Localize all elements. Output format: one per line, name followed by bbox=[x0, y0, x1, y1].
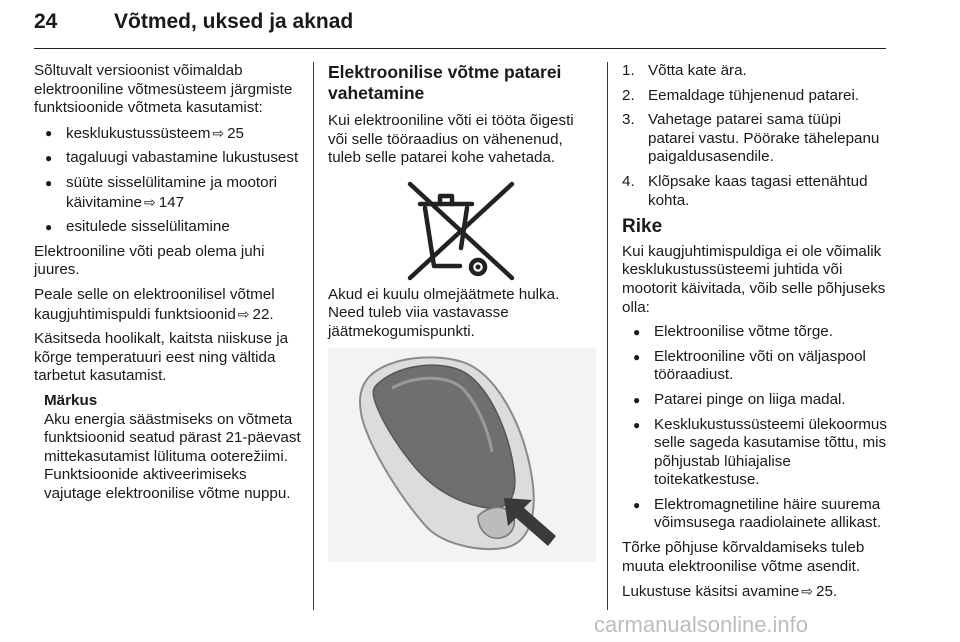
intro-paragraph: Sõltuvalt versioonist võimaldab elektrooniline võtmesüsteem järgmiste funktsioonide võtmeta kasutamist: bbox=[34, 62, 293, 117]
column-divider bbox=[607, 62, 608, 610]
column-divider bbox=[313, 62, 314, 610]
note-text: Aku energia säästmiseks on võtmeta funktsioonid seatud pärast 21-päevast mittekasutamist lülituma ooterežiimi. Funktsioonide aktiveerimiseks vajutage elektroonilise võtme nuppu. bbox=[44, 410, 301, 502]
section-heading: Rike bbox=[622, 216, 663, 238]
list-item: ● süüte sisselülitamine ja mootori käivitamine ⇨ 147 bbox=[34, 174, 304, 212]
list-item: ● Elektroonilise võtme tõrge. bbox=[622, 323, 888, 342]
list-item: ● esitulede sisselülitamine bbox=[34, 218, 304, 237]
handling-paragraph: Käsitseda hoolikalt, kaitsta niiskuse ja kõrge temperatuuri eest ning vältida tarbetut kasutamist. bbox=[34, 330, 289, 385]
electronic-key-illustration bbox=[328, 348, 596, 562]
list-item: 2. Eemaldage tühjenenud patarei. bbox=[622, 86, 860, 104]
remote-functions-paragraph: Peale selle on elektroonilisel võtmel kaugjuhtimispuldi funktsioonid ⇨ 22. bbox=[34, 285, 275, 323]
page-reference[interactable]: 25 bbox=[227, 124, 244, 142]
cross-reference-icon: ⇨ bbox=[143, 193, 156, 210]
manual-unlock-paragraph: Lukustuse käsitsi avamine ⇨ 25. bbox=[622, 583, 838, 601]
crossed-out-bin-icon bbox=[328, 174, 596, 286]
page-reference[interactable]: 25. bbox=[816, 583, 838, 601]
list-item: ● tagaluugi vabastamine lukustusest bbox=[34, 149, 304, 168]
list-item: ● Elektrooniline võti on väljaspool tööraadiust. bbox=[622, 348, 888, 385]
list-item: ● kesklukustussüsteem ⇨ 25 bbox=[34, 124, 304, 144]
keyless-functions-list bbox=[34, 124, 304, 237]
battery-paragraph: Kui elektrooniline võti ei tööta õigesti või selle tööraadius on vähenenud, tuleb selle patarei kohe vahetada. bbox=[328, 112, 574, 167]
cross-reference-icon: ⇨ bbox=[801, 583, 814, 600]
list-item: 1. Võtta kate ära. bbox=[622, 62, 747, 79]
page-reference[interactable]: 22. bbox=[252, 305, 274, 323]
fault-paragraph: Kui kaugjuhtimispuldiga ei ole võimalik kesklukustussüsteemi juhtida või mootorit käivitada, võib selle põhjuseks olla: bbox=[622, 242, 886, 316]
page-number: 24 bbox=[34, 10, 58, 33]
note-box bbox=[34, 392, 304, 504]
list-item: 4. Klõpsake kaas tagasi ettenähtud kohta. bbox=[622, 172, 868, 209]
section-heading: Elektroonilise võtme patarei vahetamine bbox=[328, 62, 562, 103]
page-header bbox=[34, 4, 886, 49]
list-item: 3. Vahetage patarei sama tüüpi patarei vastu. Pöörake tähelepanu paigaldusasendile. bbox=[622, 111, 880, 166]
fault-causes-list bbox=[622, 323, 888, 533]
battery-steps-list bbox=[622, 62, 888, 210]
list-item: ● Kesklukustussüsteemi ülekoormus selle sageda kasutamise tõttu, mis põhjustab lühiajalise toitekatkestuse. bbox=[622, 416, 888, 490]
key-presence-paragraph: Elektrooniline võti peab olema juhi juures. bbox=[34, 242, 265, 279]
cross-reference-icon: ⇨ bbox=[237, 305, 250, 322]
cross-reference-icon: ⇨ bbox=[212, 124, 225, 141]
remedy-paragraph: Tõrke põhjuse kõrvaldamiseks tuleb muuta elektroonilise võtme asendit. bbox=[622, 539, 865, 575]
page-title: Võtmed, uksed ja aknad bbox=[114, 10, 354, 33]
column-middle bbox=[328, 62, 596, 562]
disposal-paragraph: Akud ei kuulu olmejäätmete hulka. Need tuleb viia vastavasse jäätmekogumispunkti. bbox=[328, 285, 560, 340]
column-right bbox=[622, 62, 888, 608]
list-item: ● Elektromagnetiline häire suurema võimsusega raadiolainete allikast. bbox=[622, 496, 888, 533]
column-left bbox=[34, 62, 304, 503]
page-reference[interactable]: 147 bbox=[158, 193, 185, 211]
watermark: carmanualsonline.info bbox=[594, 612, 809, 637]
note-title: Märkus bbox=[44, 391, 98, 409]
list-item: ● Patarei pinge on liiga madal. bbox=[622, 391, 888, 410]
